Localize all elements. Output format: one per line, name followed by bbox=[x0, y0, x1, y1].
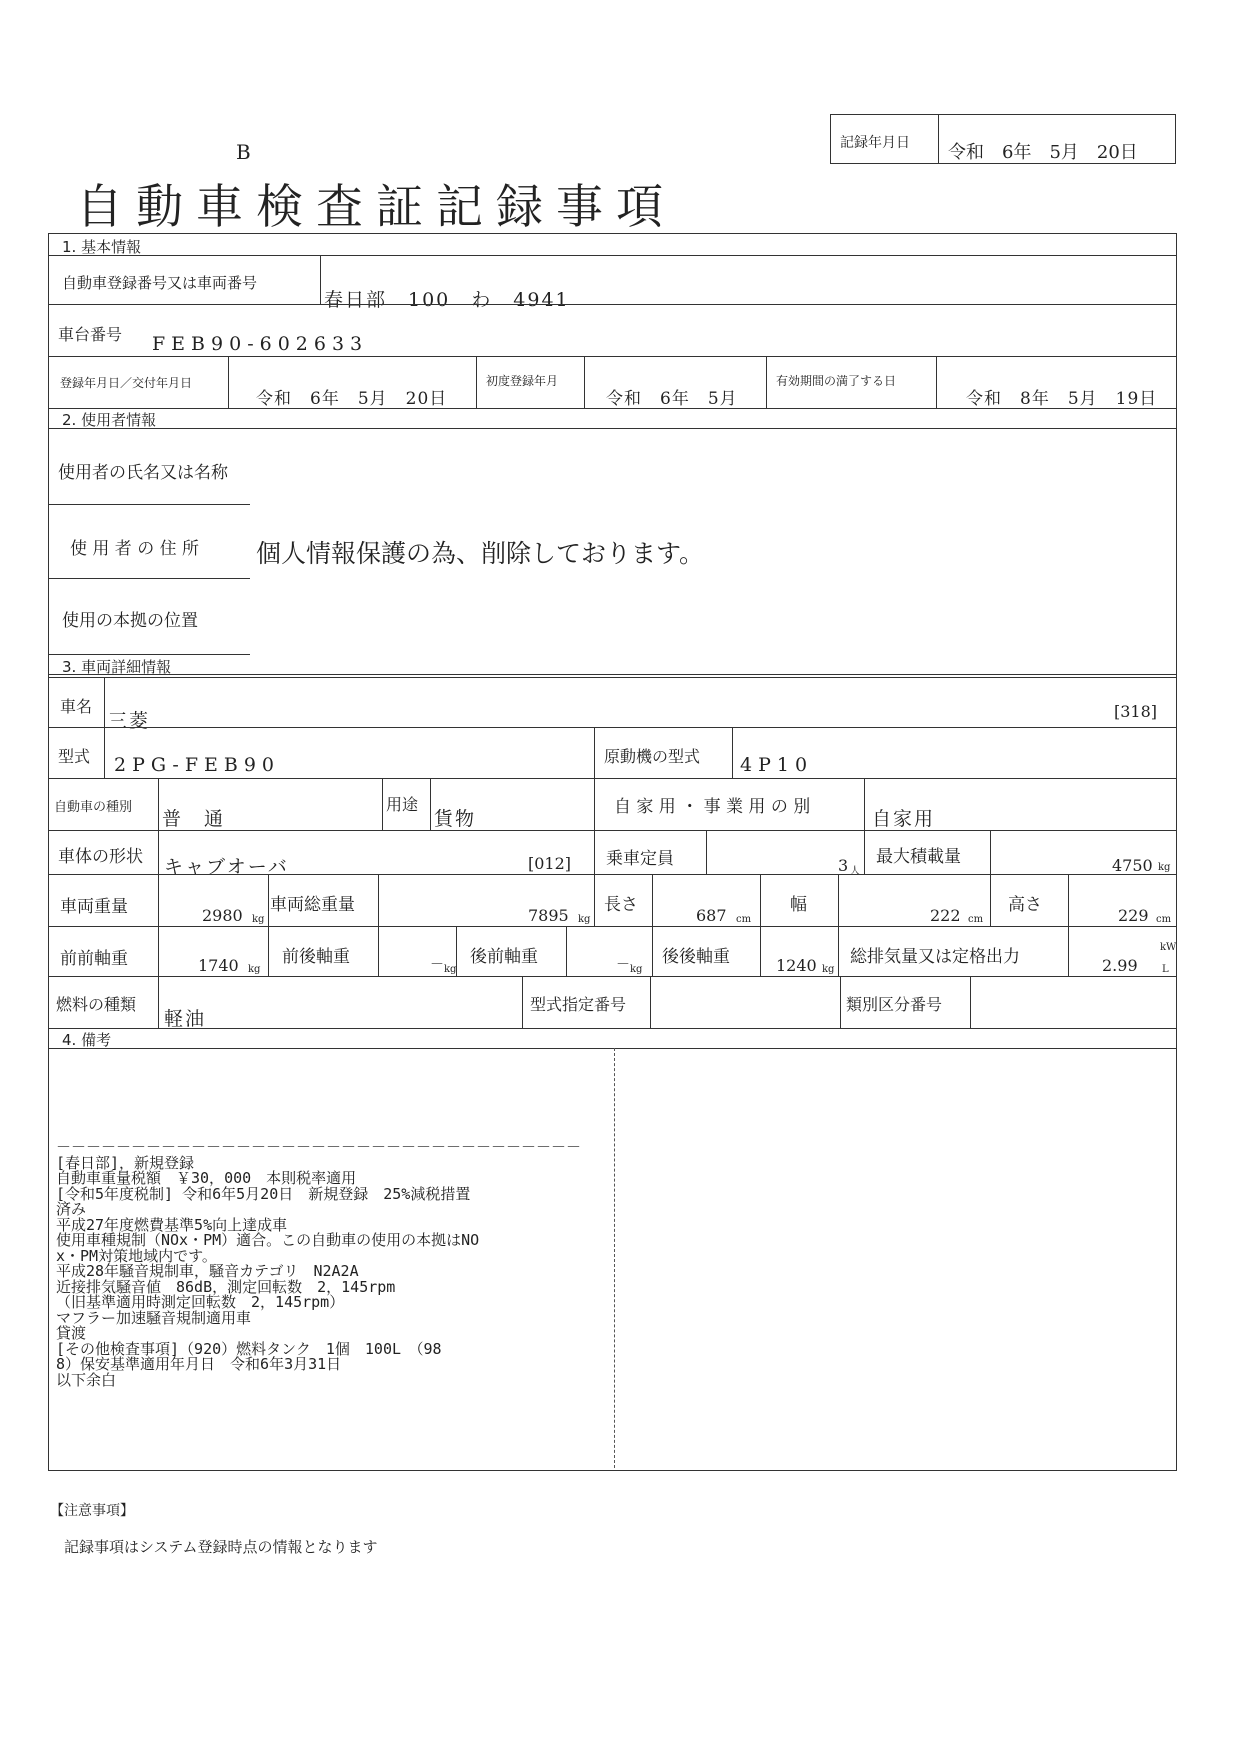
rear-front-axle-unit: kg bbox=[630, 964, 643, 975]
front-rear-axle-unit: kg bbox=[444, 964, 457, 975]
displacement-value: 2.99 bbox=[1102, 956, 1138, 975]
vehicle-weight-unit: kg bbox=[252, 914, 265, 925]
vehicle-weight-label: 車両重量 bbox=[60, 897, 128, 917]
length-value: 687 bbox=[696, 906, 727, 925]
displacement-unit-l: L bbox=[1162, 964, 1169, 975]
rear-rear-axle-unit: kg bbox=[822, 964, 835, 975]
height-label: 高さ bbox=[1008, 895, 1042, 915]
purpose-value: 貨物 bbox=[434, 808, 477, 830]
section-vehicle-detail-heading: 3. 車両詳細情報 bbox=[62, 658, 172, 676]
private-business-label: 自 家 用 ・ 事 業 用 の 別 bbox=[614, 797, 811, 817]
gross-weight-label: 車両総重量 bbox=[270, 895, 355, 915]
vehicle-weight-value: 2980 bbox=[202, 906, 243, 925]
registration-date-label: 登録年月日／交付年月日 bbox=[60, 376, 193, 390]
chassis-number-value: FEB90-602633 bbox=[152, 333, 369, 355]
chassis-number-label: 車台番号 bbox=[58, 325, 123, 344]
max-load-value: 4750 bbox=[1112, 856, 1153, 875]
record-date-value: 令和 6年 5月 20日 bbox=[948, 142, 1138, 163]
document-title: 自動車検査証記録事項 bbox=[76, 180, 676, 235]
width-unit: cm bbox=[968, 914, 984, 925]
length-label: 長さ bbox=[604, 895, 638, 915]
height-value: 229 bbox=[1118, 906, 1149, 925]
registration-number-value: 春日部 100 わ 4941 bbox=[324, 289, 570, 311]
redacted-notice: 個人情報保護の為、削除しております。 bbox=[256, 539, 705, 568]
make-code: [318] bbox=[1114, 702, 1158, 721]
fuel-type-label: 燃料の種類 bbox=[56, 995, 137, 1014]
rear-rear-axle-value: 1240 bbox=[776, 956, 817, 975]
user-address-label: 使 用 者 の 住 所 bbox=[70, 539, 200, 559]
rear-front-axle-value: － bbox=[616, 957, 630, 973]
section-remarks-heading: 4. 備考 bbox=[62, 1031, 112, 1049]
caution-text: 記録事項はシステム登録時点の情報となります bbox=[64, 1538, 378, 1556]
registration-date-value: 令和 6年 5月 20日 bbox=[256, 389, 448, 409]
engine-model-label: 原動機の型式 bbox=[604, 747, 701, 766]
displacement-label: 総排気量又は定格出力 bbox=[850, 947, 1020, 967]
section-user-info-heading: 2. 使用者情報 bbox=[62, 411, 157, 429]
body-shape-value: キャブオーバ bbox=[164, 856, 289, 878]
front-front-axle-label: 前前軸重 bbox=[60, 949, 128, 969]
private-business-value: 自家用 bbox=[872, 808, 936, 830]
base-location-label: 使用の本拠の位置 bbox=[62, 611, 198, 631]
capacity-value: 3 bbox=[838, 856, 849, 875]
purpose-label: 用途 bbox=[386, 795, 419, 814]
gross-weight-unit: kg bbox=[578, 914, 591, 925]
remarks-text: －－－－－－－－－－－－－－－－－－－－－－－－－－－－－－－－－－－ [春日部]，新規登録 自動車重量税額 ￥30，000 本則税率適用 [令和5年度税制] 令和6年5月20日 新規登録 25%減税措置 済み 平成27年度燃費基準5%向上達成車 使用車種規制（NOx・PM）適合。この自動車の使用の本拠はNO x・PM対策地域内です。 平成28年騒音規制車，騒音カテゴリ N2A2A 近接排気騒音値 86dB，測定回転数 2，145rpm （旧基準適用時測定回転数 2，145rpm） マフラー加速騒音規制適用車 貸渡 [その他検査事項]（920）燃料タンク 1個 100L （98 8）保安基準適用年月日 令和6年3月31日 以下余白 bbox=[56, 1138, 582, 1389]
registration-number-label: 自動車登録番号又は車両番号 bbox=[62, 274, 258, 292]
make-value: 三菱 bbox=[108, 710, 151, 732]
fuel-type-value: 軽油 bbox=[164, 1008, 207, 1030]
vehicle-kind-label: 自動車の種別 bbox=[54, 800, 133, 815]
first-registration-value: 令和 6年 5月 bbox=[606, 389, 738, 409]
b-mark: B bbox=[236, 140, 251, 164]
gross-weight-value: 7895 bbox=[528, 906, 569, 925]
front-rear-axle-label: 前後軸重 bbox=[282, 947, 350, 967]
width-value: 222 bbox=[930, 906, 961, 925]
section-basic-info-heading: 1. 基本情報 bbox=[62, 238, 142, 256]
front-front-axle-value: 1740 bbox=[198, 956, 239, 975]
body-shape-code: [012] bbox=[528, 854, 572, 873]
expiry-date-value: 令和 8年 5月 19日 bbox=[966, 389, 1158, 409]
rear-rear-axle-label: 後後軸重 bbox=[662, 947, 730, 967]
capacity-unit: 人 bbox=[850, 866, 860, 877]
type-approval-number-label: 型式指定番号 bbox=[530, 995, 627, 1014]
category-number-label: 類別区分番号 bbox=[846, 995, 943, 1014]
max-load-unit: kg bbox=[1158, 862, 1171, 873]
height-unit: cm bbox=[1156, 914, 1172, 925]
first-registration-label: 初度登録年月 bbox=[486, 374, 559, 388]
engine-model-value: 4P10 bbox=[740, 754, 814, 776]
user-name-label: 使用者の氏名又は名称 bbox=[58, 463, 228, 483]
record-date-label: 記録年月日 bbox=[840, 135, 910, 151]
model-label: 型式 bbox=[58, 747, 91, 766]
front-front-axle-unit: kg bbox=[248, 964, 261, 975]
model-value: 2PG-FEB90 bbox=[114, 754, 281, 776]
length-unit: cm bbox=[736, 914, 752, 925]
max-load-label: 最大積載量 bbox=[876, 847, 961, 867]
expiry-date-label: 有効期間の満了する日 bbox=[776, 374, 897, 388]
vehicle-kind-value: 普 通 bbox=[162, 808, 226, 830]
capacity-label: 乗車定員 bbox=[606, 849, 674, 869]
make-label: 車名 bbox=[60, 697, 93, 716]
displacement-unit-kw: kW bbox=[1160, 942, 1177, 953]
rear-front-axle-label: 後前軸重 bbox=[470, 947, 538, 967]
front-rear-axle-value: － bbox=[430, 957, 444, 973]
caution-heading: 【注意事項】 bbox=[50, 1503, 134, 1519]
body-shape-label: 車体の形状 bbox=[58, 847, 143, 867]
width-label: 幅 bbox=[790, 895, 807, 915]
